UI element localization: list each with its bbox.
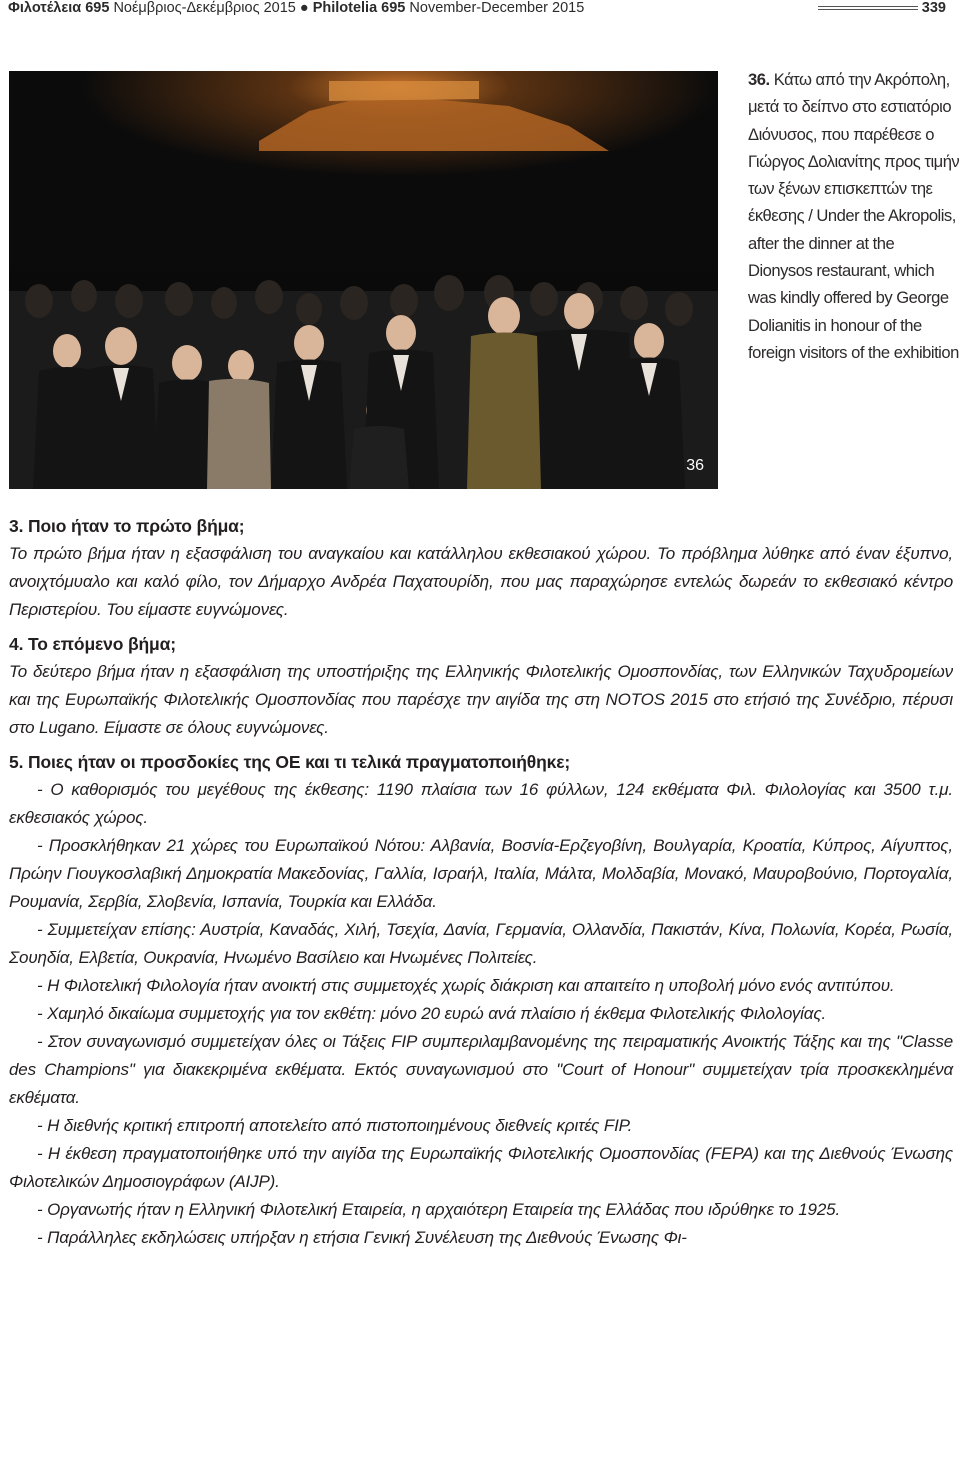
list-item: - Οργανωτής ήταν η Ελληνική Φιλοτελική Εταιρεία, η αρχαιότερη Εταιρεία της Ελλάδας που ιδρύθηκε το 1925. xyxy=(37,1200,841,1219)
running-header xyxy=(8,0,952,22)
header-english-date: November-December 2015 xyxy=(409,0,585,16)
header-title xyxy=(8,0,584,16)
list-item: - Προσκλήθηκαν 21 χώρες του Ευρωπαϊκού Νότου: Αλβανία, Βοσνία-Ερζεγοβίνη, Βουλγαρία, Κροατία, Κύπρος, Αίγυπτος, Πρώην Γιουγκοσλαβική Δημοκρατία Μακεδονίας, Γαλλία, Ισραήλ, Ιταλία, Μάλτα, Μολδαβία, Μονακό, Μαυροβούνιο, Πορτογαλία, Ρουμανία, Σερβία, Σλοβενία, Ισπανία, Τουρκία και Ελλάδα. xyxy=(9,836,953,911)
header-rule xyxy=(818,6,918,10)
list-item: - Η Φιλοτελική Φιλολογία ήταν ανοικτή στις συμμετοχές χωρίς διάκριση και απαιτείτο η υποβολή μόνο ενός αντιτύπου. xyxy=(37,976,895,995)
header-bullet: ● xyxy=(299,0,309,16)
section-5 xyxy=(9,748,953,1252)
caption-number: 36. xyxy=(748,70,770,89)
article-body xyxy=(9,512,953,1258)
list-item: - Η έκθεση πραγματοποιήθηκε υπό την αιγίδα της Ευρωπαϊκής Φιλοτελικής Ομοσπονδίας (FEPA) και της Διεθνούς Ένωσης Φιλοτελικών Δημοσιογράφων (AIJP). xyxy=(9,1144,953,1191)
list-item: - Ο καθορισμός του μεγέθους της έκθεσης: 1190 πλαίσια των 16 φύλλων, 124 εκθέματα Φιλ. Φιλολογίας και 3500 τ.μ. εκθεσιακός χώρος. xyxy=(9,780,953,827)
section-3 xyxy=(9,512,953,624)
page-number: 339 xyxy=(921,0,946,16)
group-photo xyxy=(9,71,718,489)
list-item: - Χαμηλό δικαίωμα συμμετοχής για τον εκθέτη: μόνο 20 ευρώ ανά πλαίσιο ή έκθεμα Φιλοτελικής Φιλολογίας. xyxy=(37,1004,827,1023)
section-4 xyxy=(9,630,953,742)
section-heading: 5. Ποιες ήταν οι προσδοκίες της ΟΕ και τι τελικά πραγματοποιήθηκε; xyxy=(9,752,571,772)
section-heading: 4. Το επόμενο βήμα; xyxy=(9,634,176,654)
header-greek-title: Φιλοτέλεια 695 xyxy=(8,0,110,16)
group-photo-illustration xyxy=(9,71,718,489)
list-item: - Συμμετείχαν επίσης: Αυστρία, Καναδάς, Χιλή, Τσεχία, Δανία, Γερμανία, Ολλανδία, Πακιστάν, Κίνα, Πολωνία, Κορέα, Ρωσία, Σουηδία, Ελβετία, Ουκρανία, Ηνωμένο Βασίλειο και Ηνωμένες Πολιτείες. xyxy=(9,920,953,967)
list-item: - Η διεθνής κριτική επιτροπή αποτελείτο από πιστοποιημένους διεθνείς κριτές FIP. xyxy=(37,1116,633,1135)
list-item: - Στον συναγωνισμό συμμετείχαν όλες οι Τάξεις FIP συμπεριλαμβανομένης της πειραματικής Ανοικτής Τάξης και της "Classe des Champions" για διακεκριμένα εκθέματα. Εκτός συναγωνισμού στο "Court of Honour" συμμετείχαν τρία προσκεκλημένα εκθέματα. xyxy=(9,1032,953,1107)
list-item: - Παράλληλες εκδηλώσεις υπήρξαν η ετήσια Γενική Συνέλευση της Διεθνούς Ένωσης Φι- xyxy=(37,1228,687,1247)
section-heading: 3. Ποιο ήταν το πρώτο βήμα; xyxy=(9,516,245,536)
header-english-title: Philotelia 695 xyxy=(312,0,406,16)
caption-text: Κάτω από την Ακρόπολη, μετά το δείπνο στο εστιατόριο Διόνυσος, που παρέθεσε ο Γιώργος Δολιανίτης προς τιμήν των ξένων επισκεπτών τηε έκθεσης / Under the Akropolis, after the dinner at the Dionysos restaurant, which was kindly offered by George Dolianitis in honour of the foreign visitors of the exhibition xyxy=(748,70,960,362)
section-paragraph: Το δεύτερο βήμα ήταν η εξασφάλιση της υποστήριξης της Ελληνικής Φιλοτελικής Ομοσπονδίας, των Ελληνικών Ταχυδρομείων και της Ευρωπαϊκής Φιλοτελικής Ομοσπονδίας που παρέσχε την αιγίδα της στη NOTOS 2015 στο ετήσιό της Συνέδριο, πέρυσι στο Lugano. Είμαστε σε όλους ευγνώμονες. xyxy=(9,662,953,737)
section-paragraph: Το πρώτο βήμα ήταν η εξασφάλιση του αναγκαίου και κατάλληλου εκθεσιακού χώρου. Το πρόβλημα λύθηκε από έναν έξυπνο, ανοιχτόμυαλο και καλό φίλο, τον Δήμαρχο Ανδρέα Παχατουρίδη, που μας παραχώρησε εντελώς δωρεάν το εκθεσιακό κέντρο Περιστερίου. Του είμαστε ευγνώμονες. xyxy=(9,544,953,619)
header-greek-date: Νοέμβριος-Δεκέμβριος 2015 xyxy=(113,0,296,16)
photo-caption xyxy=(748,66,960,366)
photo-number-label: 36 xyxy=(686,457,704,474)
